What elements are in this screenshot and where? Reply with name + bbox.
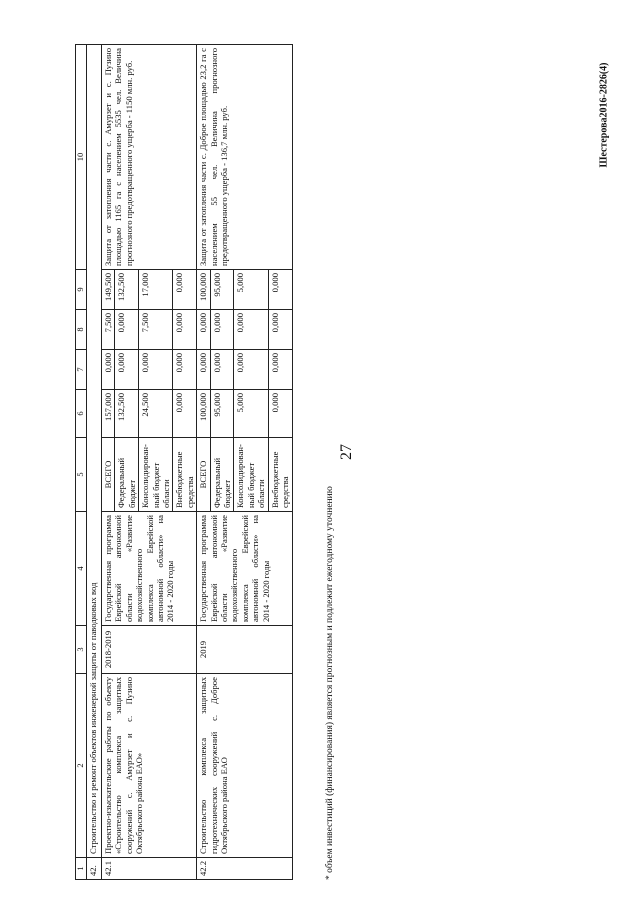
section-title: Строительство и ремонт объектов инженерной защиты от паводковых вод [87, 45, 102, 858]
funding-source: Внебюджетные средства [173, 438, 197, 512]
funding-source: ВСЕГО [197, 438, 210, 512]
period: 2019 [197, 626, 292, 674]
amount-col9: 100,000 [197, 270, 210, 310]
footnote: * объем инвестиций (финансирования) является прогнозным и подлежит ежегодному уточнению [325, 486, 335, 880]
amount-col8: 7,500 [102, 310, 115, 350]
amount-col7: 0,000 [115, 350, 139, 390]
object-name: Проектно-изыскательские работы по объекту «Строительство комплекса защитных сооружений с. Амурзет и с. Пузино Октябрьского района ЕАО» [102, 674, 197, 858]
column-number: 10 [76, 45, 87, 270]
program-name: Государственная программа Еврейской автономной области «Развитие водохозяйственного комплекса Еврейской автономной области» на 2014 - 2020 годы [197, 512, 292, 626]
amount-col9: 95,000 [210, 270, 234, 310]
amount-col9: 0,000 [173, 270, 197, 310]
amount-col8: 0,000 [210, 310, 234, 350]
funding-source: Федеральный бюджет [210, 438, 234, 512]
amount-total: 132,500 [115, 390, 139, 438]
table-row [102, 45, 115, 880]
amount-col7: 0,000 [173, 350, 197, 390]
page-number: 27 [338, 444, 355, 460]
amount-col7: 0,000 [210, 350, 234, 390]
column-numbers-row [76, 45, 87, 880]
column-number: 7 [76, 350, 87, 390]
funding-source: Внебюджетные средства [268, 438, 292, 512]
table-row [197, 45, 210, 880]
amount-col7: 0,000 [268, 350, 292, 390]
amount-col8: 7,500 [139, 310, 173, 350]
row-number: 42.2 [197, 858, 292, 880]
amount-total: 5,000 [234, 390, 268, 438]
amount-col8: 0,000 [234, 310, 268, 350]
document-code: Шестерова2016-2826(4) [598, 62, 610, 168]
amount-col9: 132,500 [115, 270, 139, 310]
amount-col9: 17,000 [139, 270, 173, 310]
column-number: 1 [76, 858, 87, 880]
column-number: 4 [76, 512, 87, 626]
funding-source: Федеральный бюджет [115, 438, 139, 512]
column-number: 8 [76, 310, 87, 350]
column-number: 2 [76, 674, 87, 858]
row-number: 42.1 [102, 858, 197, 880]
column-number: 6 [76, 390, 87, 438]
amount-total: 0,000 [268, 390, 292, 438]
amount-col9: 149,500 [102, 270, 115, 310]
amount-col7: 0,000 [234, 350, 268, 390]
column-number: 5 [76, 438, 87, 512]
funding-source: Консолидирован-ный бюджет области [234, 438, 268, 512]
amount-total: 0,000 [173, 390, 197, 438]
funding-source: Консолидирован-ный бюджет области [139, 438, 173, 512]
period: 2018-2019 [102, 626, 197, 674]
rotated-page-content [75, 45, 335, 880]
amount-total: 100,000 [197, 390, 210, 438]
amount-col9: 5,000 [234, 270, 268, 310]
amount-total: 157,000 [102, 390, 115, 438]
amount-col8: 0,000 [115, 310, 139, 350]
amount-total: 95,000 [210, 390, 234, 438]
funding-source: ВСЕГО [102, 438, 115, 512]
investment-table [75, 44, 293, 880]
amount-col8: 0,000 [268, 310, 292, 350]
expected-result: Защита от затопления части с. Амурзет и с. Пузино площадью 1165 га с населением 5535 чел. Величина прогнозного предотвращенного ущерба - 1150 млн. руб. [102, 45, 197, 270]
amount-col9: 0,000 [268, 270, 292, 310]
amount-col8: 0,000 [173, 310, 197, 350]
section-number: 42. [87, 858, 102, 880]
object-name: Строительство комплекса защитных гидротехнических сооружений с. Доброе Октябрьского района ЕАО [197, 674, 292, 858]
amount-col8: 0,000 [197, 310, 210, 350]
expected-result: Защита от затопления части с. Доброе площадью 23,2 га с населением 55 чел. Величина прогнозного предотвращенного ущерба - 136,7 млн. руб. [197, 45, 292, 270]
amount-total: 24,500 [139, 390, 173, 438]
column-number: 3 [76, 626, 87, 674]
amount-col7: 0,000 [139, 350, 173, 390]
amount-col7: 0,000 [197, 350, 210, 390]
program-name: Государственная программа Еврейской автономной области «Развитие водохозяйственного комплекса Еврейской автономной области» на 2014 - 2020 годы [102, 512, 197, 626]
column-number: 9 [76, 270, 87, 310]
section-row [87, 45, 102, 880]
amount-col7: 0,000 [102, 350, 115, 390]
